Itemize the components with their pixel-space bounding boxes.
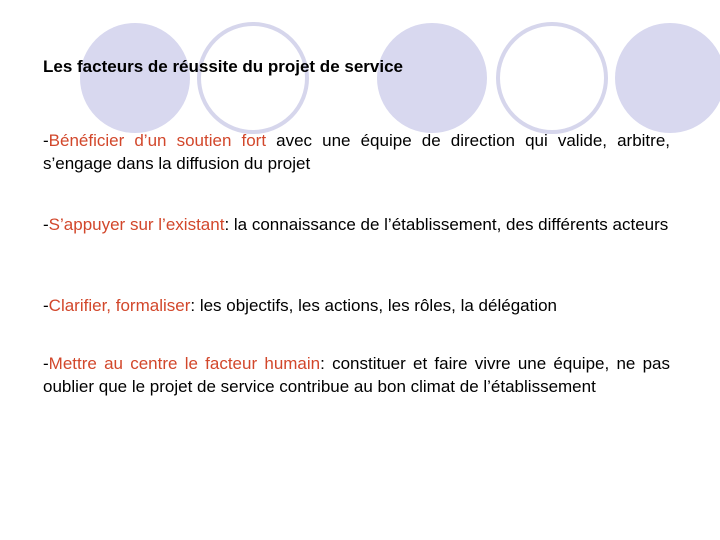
circle-filled-2 — [377, 23, 487, 133]
circle-filled-1 — [80, 23, 190, 133]
bullet-highlight: S’appuyer sur l’existant — [48, 215, 225, 234]
bullet-existing — [43, 213, 670, 236]
bullet-text: : la connaissance de l’établissement, des différents acteurs — [224, 215, 669, 234]
bullet-support — [43, 129, 670, 175]
slide-title: Les facteurs de réussite du projet de service — [43, 57, 403, 76]
bullet-human-factor — [43, 352, 670, 398]
bullet-highlight: Bénéficier d’un soutien fort — [48, 131, 267, 150]
bullet-text: avec une équipe de direction qui valide, arbitre, s’engage dans la diffusion du projet — [43, 131, 670, 173]
bullet-text: : constituer et faire vivre une équipe, ne pas oublier que le projet de service contribue au bon climat de l’établissement — [43, 354, 670, 396]
bullet-dash: - — [43, 354, 49, 373]
bullet-highlight: Mettre au centre le facteur humain — [48, 354, 321, 373]
circle-outline-2 — [498, 24, 606, 132]
bullet-text: : les objectifs, les actions, les rôles, la délégation — [190, 296, 558, 315]
bullet-highlight: Clarifier, formaliser — [48, 296, 191, 315]
bullet-clarify — [43, 294, 670, 317]
bullet-dash: - — [43, 131, 49, 150]
circle-filled-3 — [615, 23, 720, 133]
bullet-dash: - — [43, 296, 49, 315]
circle-outline-1 — [199, 24, 307, 132]
bullet-dash: - — [43, 215, 49, 234]
